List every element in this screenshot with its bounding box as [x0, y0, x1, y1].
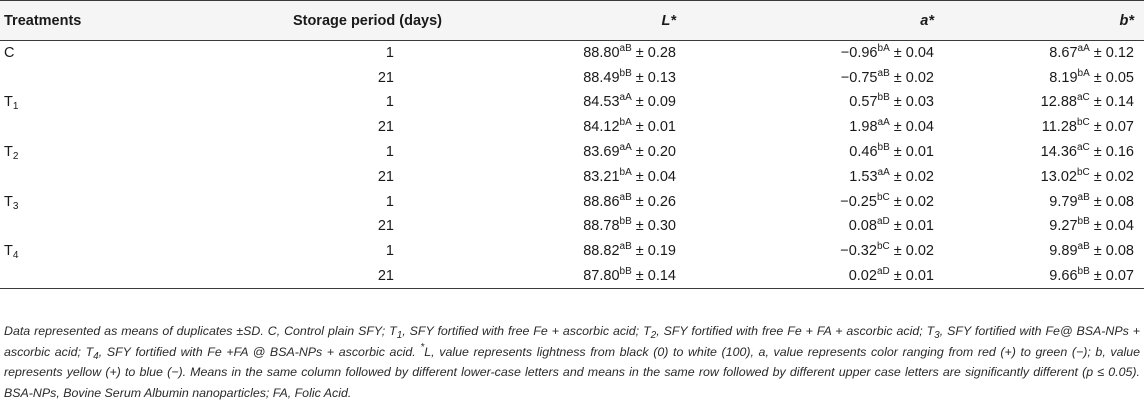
a-star-letters: aB	[877, 67, 890, 79]
treatment-subscript: 2	[12, 151, 19, 163]
a-star-value: 0.57	[849, 94, 878, 111]
a-star-letters: bA	[877, 43, 890, 55]
footnote-star: *	[420, 341, 425, 353]
treatment-label: T	[4, 144, 13, 161]
l-star-letters: bB	[619, 67, 632, 79]
a-star-sd: ± 0.01	[889, 218, 934, 235]
b-star-sd: ± 0.14	[1089, 94, 1134, 111]
b-star-cell	[936, 41, 1144, 66]
a-star-value: 1.53	[849, 168, 878, 185]
l-star-letters: bB	[619, 216, 632, 228]
b-star-value: 8.19	[1049, 69, 1078, 86]
l-star-sd: ± 0.14	[631, 267, 676, 284]
l-star-value: 83.69	[583, 144, 620, 161]
b-star-letters: bB	[1077, 216, 1090, 228]
l-star-value: 84.53	[583, 94, 620, 111]
a-star-cell	[678, 65, 936, 90]
storage-period-cell: 21	[377, 119, 394, 136]
a-star-cell	[678, 264, 936, 289]
b-star-cell	[936, 140, 1144, 165]
a-star-letters: aD	[876, 216, 890, 228]
table-body	[0, 41, 1144, 289]
b-star-sd: ± 0.12	[1089, 45, 1134, 62]
b-star-letters: aB	[1077, 191, 1090, 203]
a-star-value: 1.98	[849, 119, 878, 136]
a-star-sd: ± 0.03	[889, 94, 934, 111]
a-star-cell	[678, 41, 936, 66]
b-star-letters: aC	[1076, 92, 1090, 104]
a-star-value: −0.96	[840, 45, 878, 62]
storage-period-cell: 1	[385, 45, 394, 62]
b-star-sd: ± 0.07	[1089, 267, 1134, 284]
l-star-cell	[446, 239, 678, 264]
storage-period-cell: 1	[385, 193, 394, 210]
l-star-cell	[446, 189, 678, 214]
l-star-letters: bA	[619, 117, 632, 129]
b-star-value: 9.66	[1049, 267, 1078, 284]
a-star-sd: ± 0.01	[889, 267, 934, 284]
l-star-cell	[446, 140, 678, 165]
b-star-value: 8.67	[1049, 45, 1078, 62]
treatment-cell	[0, 90, 164, 115]
table-row	[0, 214, 1144, 239]
l-star-sd: ± 0.28	[631, 45, 676, 62]
header-a-star: a*	[678, 1, 936, 41]
l-star-cell	[446, 264, 678, 289]
a-star-letters: aD	[876, 265, 890, 277]
b-star-value: 11.28	[1041, 119, 1077, 136]
table-footnote	[4, 321, 1140, 403]
a-star-value: −0.75	[840, 69, 878, 86]
table-row	[0, 115, 1144, 140]
table-row	[0, 140, 1144, 165]
l-star-cell	[446, 164, 678, 189]
a-star-cell	[678, 239, 936, 264]
l-star-value: 88.86	[583, 193, 620, 210]
b-star-value: 13.02	[1040, 168, 1077, 185]
l-star-sd: ± 0.19	[631, 243, 676, 260]
b-star-cell	[936, 65, 1144, 90]
a-star-letters: bC	[876, 241, 890, 253]
l-star-letters: bA	[619, 166, 632, 178]
l-star-letters: aB	[619, 241, 632, 253]
l-star-value: 87.80	[583, 267, 620, 284]
header-row	[0, 1, 1144, 41]
treatment-cell	[0, 115, 164, 140]
b-star-cell	[936, 164, 1144, 189]
storage-period-cell: 1	[385, 94, 394, 111]
treatment-label: T	[4, 94, 13, 111]
l-star-letters: bB	[619, 265, 632, 277]
footnote-text: , SFY fortified with free Fe + ascorbic acid; T	[402, 324, 651, 338]
header-b-star: b*	[936, 1, 1144, 41]
a-star-cell	[678, 115, 936, 140]
b-star-letters: aB	[1077, 241, 1090, 253]
a-star-sd: ± 0.02	[889, 193, 934, 210]
treatment-cell	[0, 41, 164, 66]
a-star-cell	[678, 164, 936, 189]
a-star-sd: ± 0.02	[889, 243, 934, 260]
a-star-sd: ± 0.02	[889, 168, 934, 185]
a-star-value: −0.32	[840, 243, 877, 260]
table-row	[0, 90, 1144, 115]
table-row	[0, 164, 1144, 189]
treatment-cell	[0, 65, 164, 90]
a-star-letters: bB	[877, 92, 890, 104]
header-storage-period: Storage period (days)	[164, 1, 446, 41]
a-star-sd: ± 0.04	[889, 119, 934, 136]
footnote-sub: 4	[93, 350, 99, 362]
l-star-value: 88.82	[583, 243, 620, 260]
l-star-cell	[446, 65, 678, 90]
l-star-letters: aA	[619, 92, 632, 104]
l-star-value: 88.49	[583, 69, 620, 86]
storage-period-cell: 21	[164, 264, 446, 289]
header-treatments: Treatments	[0, 1, 164, 41]
footnote-sub: 1	[396, 330, 403, 341]
l-star-sd: ± 0.20	[631, 144, 676, 161]
b-star-cell	[936, 264, 1144, 289]
b-star-sd: ± 0.07	[1089, 119, 1134, 136]
l-star-value: 88.78	[583, 218, 620, 235]
b-star-letters: bC	[1076, 117, 1090, 129]
a-star-letters: bB	[877, 142, 890, 154]
a-star-cell	[678, 189, 936, 214]
b-star-cell	[936, 189, 1144, 214]
treatment-subscript: 1	[12, 101, 19, 113]
b-star-sd: ± 0.05	[1089, 69, 1134, 86]
l-star-cell	[446, 115, 678, 140]
footnote-text: , SFY fortified with Fe@ BSA-NPs + ascorbic acid; T	[4, 324, 1140, 359]
b-star-value: 12.88	[1040, 94, 1077, 111]
treatment-subscript: 4	[12, 250, 19, 262]
l-star-sd: ± 0.26	[631, 193, 676, 210]
b-star-sd: ± 0.16	[1089, 144, 1134, 161]
a-star-value: 0.08	[848, 218, 877, 235]
footnote-sub: 3	[934, 330, 940, 341]
treatment-cell	[0, 239, 164, 264]
storage-period-cell: 21	[377, 218, 394, 235]
treatment-cell	[0, 164, 164, 189]
l-star-letters: aA	[619, 142, 632, 154]
b-star-value: 14.36	[1040, 144, 1077, 161]
a-star-cell	[678, 214, 936, 239]
a-star-letters: aA	[877, 117, 890, 129]
b-star-sd: ± 0.08	[1089, 243, 1134, 260]
b-star-letters: aA	[1077, 43, 1090, 55]
b-star-cell	[936, 239, 1144, 264]
b-star-value: 9.79	[1049, 193, 1078, 210]
l-star-cell	[446, 41, 678, 66]
b-star-value: 9.89	[1049, 243, 1078, 260]
table-row	[0, 65, 1144, 90]
b-star-letters: bB	[1077, 265, 1090, 277]
b-star-letters: bA	[1077, 67, 1090, 79]
treatment-cell	[0, 189, 164, 214]
a-star-letters: bC	[876, 191, 890, 203]
footnote-text: , SFY fortified with Fe +FA @ BSA-NPs + ascorbic acid.	[98, 344, 421, 359]
footnote-text: L, value represents lightness from black (0) to white (100), a, value represents color ranging from red (+) to green (−); b, value represents yellow (+) to blue (−). Means in the same column followed by different lower-case letters and means in the same row followed by different upper case letters are significantly different (p ≤ 0.05). BSA-NPs, Bovine Serum Albumin nanoparticles; FA, Folic Acid.	[4, 344, 1141, 400]
l-star-sd: ± 0.04	[631, 168, 676, 185]
b-star-sd: ± 0.08	[1089, 193, 1134, 210]
b-star-letters: bC	[1076, 166, 1090, 178]
l-star-sd: ± 0.30	[631, 218, 676, 235]
treatment-cell	[0, 140, 164, 165]
table-row	[0, 239, 1144, 264]
b-star-letters: aC	[1076, 142, 1090, 154]
storage-period-cell: 21	[377, 168, 394, 185]
treatment-label: C	[4, 45, 15, 62]
header-l-star: L*	[446, 1, 678, 41]
a-star-value: 0.46	[849, 144, 878, 161]
b-star-sd: ± 0.04	[1089, 218, 1134, 235]
a-star-sd: ± 0.01	[889, 144, 934, 161]
footnote-text: Data represented as means of duplicates ±SD. C, Control plain SFY; T	[4, 324, 397, 338]
l-star-cell	[446, 214, 678, 239]
l-star-letters: aB	[619, 191, 632, 203]
l-star-value: 83.21	[583, 168, 620, 185]
a-star-cell	[678, 140, 936, 165]
storage-period-cell: 1	[385, 243, 394, 260]
a-star-letters: aA	[877, 166, 890, 178]
l-star-letters: aB	[619, 43, 632, 55]
b-star-value: 9.27	[1049, 218, 1078, 235]
footnote-text: , SFY fortified with free Fe + FA + ascorbic acid; T	[656, 324, 935, 338]
storage-period-cell: 21	[377, 69, 394, 86]
a-star-sd: ± 0.02	[889, 69, 934, 86]
a-star-value: 0.02	[848, 267, 877, 284]
b-star-cell	[936, 214, 1144, 239]
treatment-cell	[0, 214, 164, 239]
l-star-sd: ± 0.01	[631, 119, 676, 136]
treatment-subscript: 3	[12, 200, 19, 212]
l-star-cell	[446, 90, 678, 115]
treatment-cell	[0, 264, 164, 289]
b-star-cell	[936, 90, 1144, 115]
l-star-sd: ± 0.09	[631, 94, 676, 111]
table-row	[0, 41, 1144, 66]
b-star-sd: ± 0.02	[1089, 168, 1134, 185]
storage-period-cell: 1	[385, 144, 394, 161]
table-row	[0, 264, 1144, 289]
b-star-cell	[936, 115, 1144, 140]
footnote-sub: 2	[650, 330, 657, 341]
l-star-value: 84.12	[583, 119, 620, 136]
table-row	[0, 189, 1144, 214]
treatment-label: T	[4, 193, 13, 210]
l-star-sd: ± 0.13	[631, 69, 676, 86]
a-star-sd: ± 0.04	[889, 45, 934, 62]
treatment-label: T	[4, 243, 13, 260]
l-star-value: 88.80	[583, 45, 620, 62]
a-star-value: −0.25	[840, 193, 877, 210]
a-star-cell	[678, 90, 936, 115]
